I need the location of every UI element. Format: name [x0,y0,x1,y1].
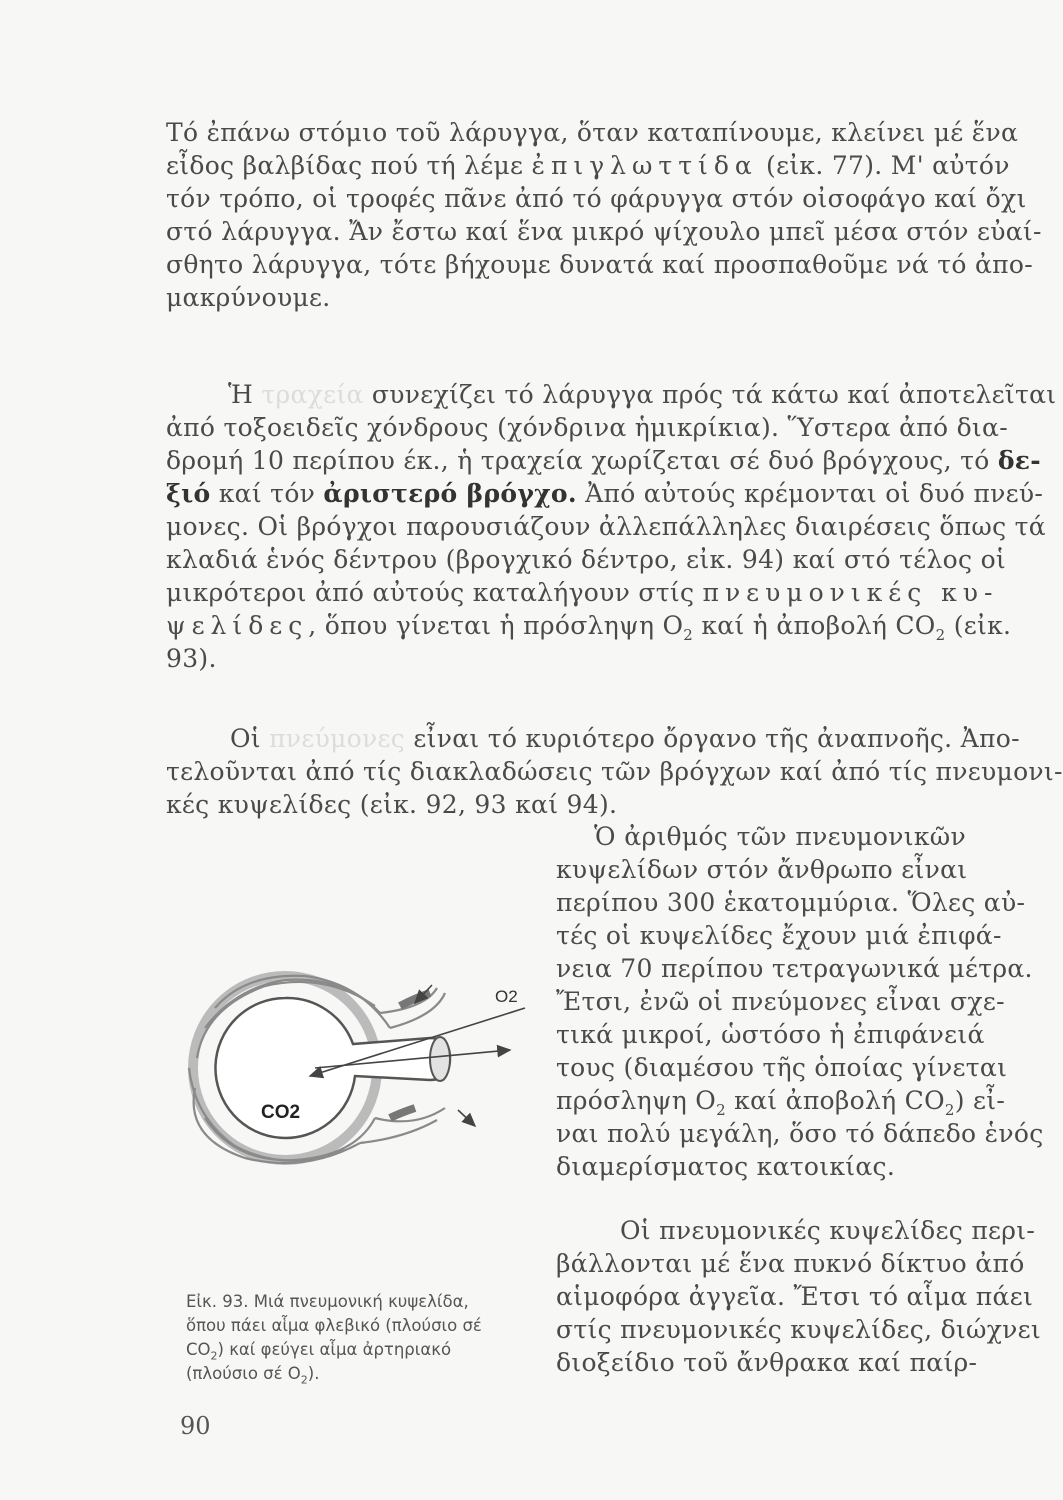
bronchiole-opening [430,1037,450,1081]
text-line: Ἡ τραχεία συνεχίζει τό λάρυγγα πρός τά κάτω καί ἀποτελεῖται [228,380,1057,409]
paragraph-lungs [166,722,1063,821]
paragraph-trachea [166,378,1057,675]
caption-line: (πλούσιο σέ $O_2$). [186,1364,320,1387]
page-number: 90 [180,1412,211,1440]
caption-line: $CO_2$) καί φεύγει αἷμα ἀρτηριακό [186,1340,452,1363]
text-line: μικρότεροι ἀπό αὐτούς καταλήγουν στίς πνευμονικές κυ- [166,578,999,607]
alveolus-drawing [175,968,535,1168]
caption-line: ὅπου πάει αἷμα φλεβικό (πλούσιο σέ [186,1316,482,1335]
text-line: κλαδιά ἑνός δέντρου (βρογχικό δέντρο, εἰκ. 94) καί στό τέλος οἱ [166,545,1007,574]
text-line: κές κυψελίδες (εἰκ. 92, 93 καί 94). [166,790,618,819]
text-line: Οἱ πνευμονικές κυψελίδες περι- [620,1216,1036,1245]
paragraph-blood-vessels [556,1214,1042,1379]
text-line: Οἱ πνεύμονες εἶναι τό κυριότερο ὄργανο τῆς ἀναπνοῆς. Ἀπο- [230,724,1020,753]
text-line: τικά μικροί, ὡστόσο ἡ ἐπιφάνειά [556,1020,985,1049]
text-line: ναι πολύ μεγάλη, ὅσο τό δάπεδο ἑνός [556,1119,1044,1148]
text-line: βάλλονται μέ ἕνα πυκνό δίκτυο ἀπό [556,1249,1025,1278]
text-line: περίπου 300 ἑκατομμύρια. Ὅλες αὐ- [556,888,1026,917]
paragraph-epiglottis [166,116,1042,314]
text-line: στίς πνευμονικές κυψελίδες, διώχνει [556,1315,1042,1344]
text-line: 93). [166,644,217,673]
alveolus-illustration [175,968,535,1168]
figure-caption [186,1290,532,1386]
blood-out-arrow [458,1110,475,1126]
term-left-bronchus: ἀριστερό βρόγχο. [323,479,577,508]
text-line: Τό ἐπάνω στόμιο τοῦ λάρυγγα, ὅταν καταπίνουμε, κλείνει μέ ἕνα [166,118,1019,147]
text-line: ἀπό τοξοειδεῖς χόνδρους (χόνδρινα ἡμικρίκια). Ὕστερα ἀπό δια- [166,413,1008,442]
text-line: τές οἱ κυψελίδες ἔχουν μιά ἐπιφά- [556,921,1002,950]
term-epiglottis: ἐπιγλωττίδα [531,151,758,180]
text-line: τελοῦνται ἀπό τίς διακλαδώσεις τῶν βρόγχων καί ἀπό τίς πνευμονι- [166,757,1063,786]
text-line: ξιό καί τόν ἀριστερό βρόγχο. Ἀπό αὐτούς κρέμονται οἱ δυό πνεύ- [166,479,1044,508]
text-line: αἱμοφόρα ἀγγεῖα. Ἔτσι τό αἷμα πάει [556,1282,1034,1311]
term-trachea: τραχεία [261,380,364,409]
text-line: νεια 70 περίπου τετραγωνικά μέτρα. [556,954,1033,983]
text-line: κυψελίδων στόν ἄνθρωπο εἶναι [556,855,968,884]
text-line: μακρύνουμε. [166,283,331,312]
text-line: τους (διαμέσου τῆς ὁποίας γίνεται [556,1053,1008,1082]
text-line: τόν τρόπο, οἱ τροφές πᾶνε ἀπό τό φάρυγγα στόν οἰσοφάγο καί ὄχι [166,184,1027,213]
o2-label: O2 [495,987,518,1006]
artery-end [390,1108,415,1118]
term-lungs: πνεύμονες [269,724,406,753]
text-line: ψελίδες, ὅπου γίνεται ἡ πρόσληψη $O_2$ καί ἡ ἀποβολή $CO_2$ (εἰκ. [166,611,1012,644]
paragraph-alveoli-count [556,820,1044,1183]
text-line: πρόσληψη $O_2$ καί ἀποβολή $CO_2$) εἶ- [556,1086,1006,1119]
caption-line: Εἰκ. 93. Μιά πνευμονική κυψελίδα, [186,1292,469,1311]
co2-label: CO2 [261,1102,301,1123]
text-line: διαμερίσματος κατοικίας. [556,1152,896,1181]
text-line: μονες. Οἱ βρόγχοι παρουσιάζουν ἀλλεπάλληλες διαιρέσεις ὅπως τά [166,512,1046,541]
text-line: Ἔτσι, ἐνῶ οἱ πνεύμονες εἶναι σχε- [556,987,1005,1016]
text-line: εἶδος βαλβίδας πού τή λέμε ἐπιγλωττίδα (εἰκ. 77). Μ' αὐτόν [166,151,1010,180]
text-line: σθητο λάρυγγα, τότε βήχουμε δυνατά καί προσπαθοῦμε νά τό ἀπο- [166,250,1034,279]
text-line: Ὁ ἀριθμός τῶν πνευμονικῶν [594,822,966,851]
text-line: δρομή 10 περίπου έκ., ἡ τραχεία χωρίζεται σέ δυό βρόγχους, τό δε- [166,446,1041,475]
term-alveoli: πνευμονικές κυ- [702,578,999,607]
text-line: διοξείδιο τοῦ ἄνθρακα καί παίρ- [556,1348,978,1377]
text-line: στό λάρυγγα. Ἄν ἔστω καί ἕνα μικρό ψίχουλο μπεῖ μέσα στόν εὐαί- [166,217,1042,246]
